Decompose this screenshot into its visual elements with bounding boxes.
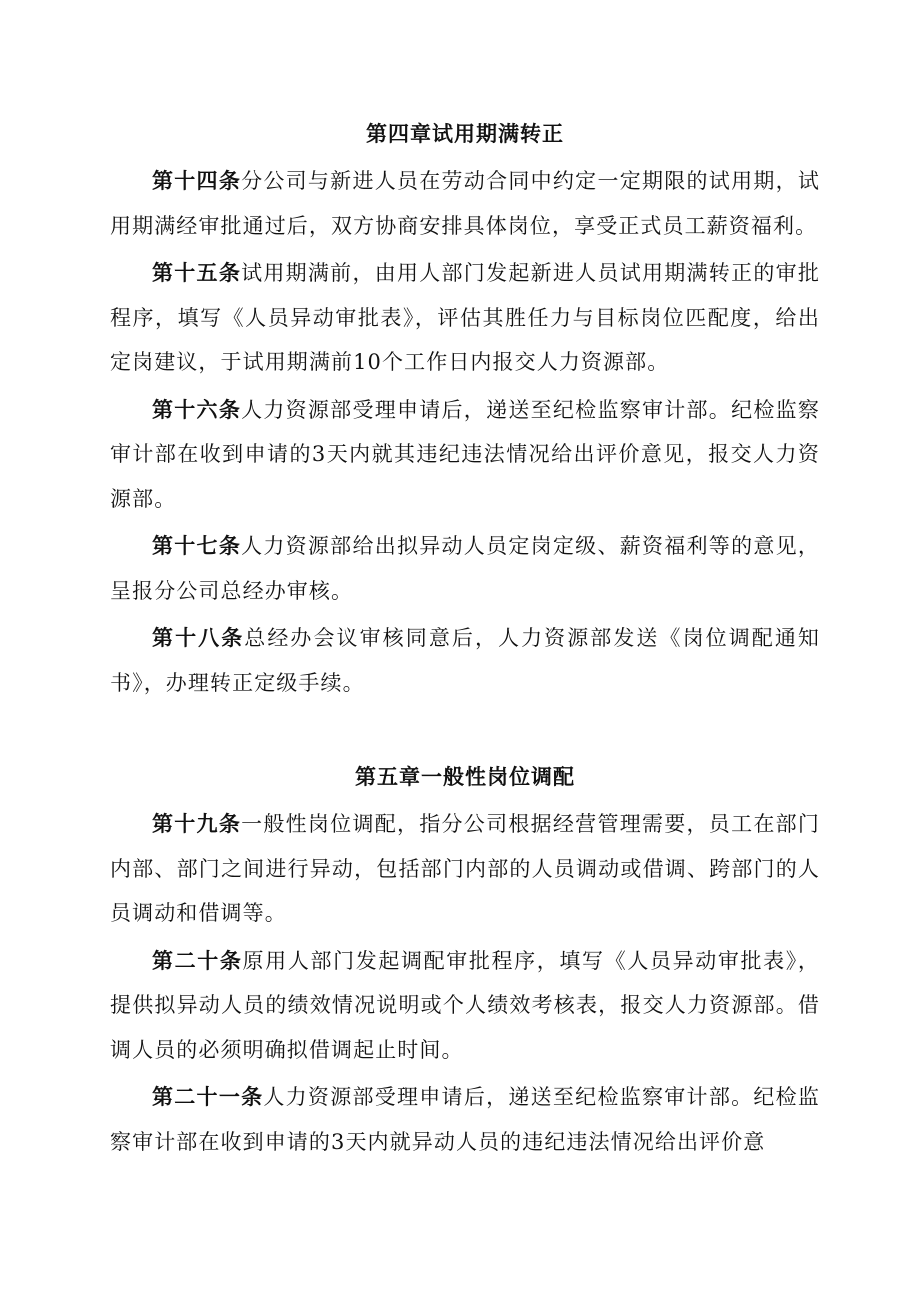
article-text: 试用期满前，由用人部门发起新进人员试用期满转正的审批程序，填写《人员异动审批表》，评估其胜任力与目标岗位匹配度，给出定岗建议，于试用期满前10个工作日内报交人力资源部。 [110, 261, 820, 374]
chapter-5-title: 第五章一般性岗位调配 [355, 764, 575, 789]
document-body [110, 112, 820, 1164]
article-text: 人力资源部受理申请后，递送至纪检监察审计部。纪检监察审计部在收到申请的3天内就异动人员的违纪违法情况给出评价意 [110, 1085, 821, 1154]
article-label: 第十八条 [152, 625, 245, 650]
article-label: 第二十条 [152, 947, 243, 973]
article-18 [110, 616, 820, 705]
article-16 [110, 388, 820, 522]
article-text: 原用人部门发起调配审批程序，填写《人员异动审批表》，提供拟异动人员的绩效情况说明或个人绩效考核表，报交人力资源部。借调人员的必须明确拟借调起止时间。 [110, 948, 820, 1062]
article-label: 第十四条 [152, 168, 242, 193]
article-17 [110, 524, 820, 613]
article-14 [110, 159, 820, 248]
article-20 [110, 939, 820, 1073]
article-text: 人力资源部受理申请后，递送至纪检监察审计部。纪检监察审计部在收到申请的3天内就其违纪违法情况给出评价意见，报交人力资源部。 [110, 397, 820, 511]
article-label: 第二十一条 [152, 1084, 264, 1109]
article-text: 分公司与新进人员在劳动合同中约定一定期限的试用期，试用期满经审批通过后，双方协商安排具体岗位，享受正式员工薪资福利。 [110, 169, 820, 238]
chapter-4-title: 第四章试用期满转正 [366, 121, 564, 146]
article-label: 第十七条 [152, 533, 242, 558]
article-21 [110, 1075, 820, 1164]
article-label: 第十六条 [152, 396, 242, 422]
article-text: 一般性岗位调配，指分公司根据经营管理需要，员工在部门内部、部门之间进行异动，包括部门内部的人员调动或借调、跨部门的人员调动和借调等。 [110, 812, 820, 925]
article-19 [110, 802, 820, 936]
article-15 [110, 251, 820, 385]
article-label: 第十五条 [152, 260, 242, 285]
article-text: 总经办会议审核同意后，人力资源部发送《岗位调配通知书》，办理转正定级手续。 [110, 626, 821, 695]
article-label: 第十九条 [152, 811, 242, 836]
article-text: 人力资源部给出拟异动人员定岗定级、薪资福利等的意见，呈报分公司总经办审核。 [110, 534, 820, 603]
